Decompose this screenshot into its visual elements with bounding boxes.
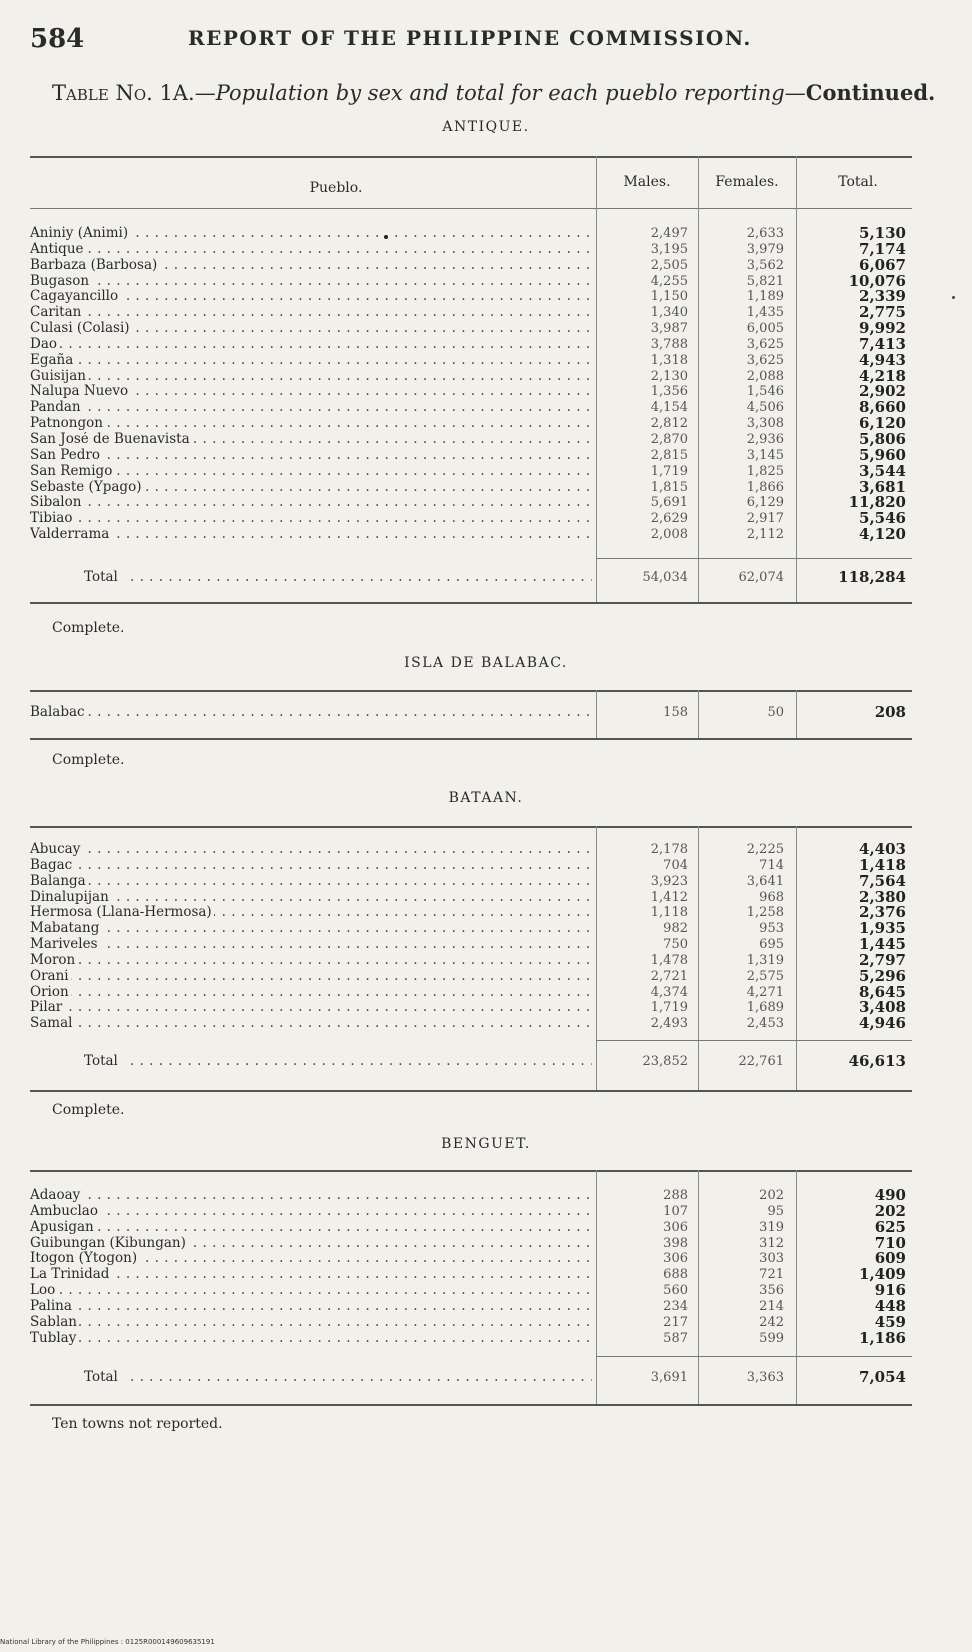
males-value: 2,178 [650, 842, 688, 857]
total-value: 6,067 [859, 255, 906, 274]
table-total-antique [30, 570, 912, 586]
ink-speck [384, 235, 388, 239]
table-row [30, 239, 912, 258]
table-row [30, 705, 912, 721]
males-value: 3,987 [650, 321, 688, 337]
section-note: Complete. [52, 1102, 125, 1118]
grand-total: 7,054 [859, 1368, 906, 1386]
total-value: 2,380 [859, 887, 906, 906]
females-value: 1,189 [746, 289, 784, 305]
total-value: 9,992 [859, 319, 906, 338]
females-value: 1,689 [746, 1000, 784, 1016]
males-value: 2,493 [650, 1016, 688, 1032]
table-row [30, 495, 912, 511]
total-value: 625 [874, 1217, 906, 1236]
females-value: 202 [759, 1188, 784, 1203]
pueblo-name: Mariveles . . . [30, 937, 592, 953]
table-row [30, 400, 912, 416]
females-value: 2,225 [746, 842, 784, 857]
total-row [30, 1054, 912, 1070]
pueblo-name: Abucay . . . [30, 842, 592, 858]
males-value: 2,130 [650, 368, 688, 384]
section-note: Complete. [52, 620, 125, 636]
males-value: 1,815 [650, 479, 688, 495]
pueblo-name: Apusigan . . . [30, 1220, 592, 1236]
table-title [52, 80, 935, 105]
table-row [30, 1251, 912, 1267]
total-value: 5,130 [859, 224, 906, 242]
table-row [30, 429, 912, 448]
table-row [30, 1312, 912, 1331]
table-row [30, 366, 912, 385]
males-value: 398 [663, 1235, 688, 1251]
total-value: 10,076 [848, 271, 906, 290]
pueblo-name: Valderrama . . . [30, 527, 592, 543]
females-value: 2,112 [746, 527, 784, 543]
females-value: 242 [759, 1314, 784, 1330]
females-value: 3,979 [746, 241, 784, 257]
table-total-bataan [30, 1054, 912, 1070]
total-value: 490 [874, 1186, 906, 1204]
total-top-rule [596, 1356, 912, 1357]
males-value: 1,150 [650, 289, 688, 305]
total-value: 11,820 [848, 493, 906, 512]
males-value: 2,721 [650, 968, 688, 984]
running-title: REPORT OF THE PHILIPPINE COMMISSION. [188, 26, 752, 50]
females-value: 303 [759, 1251, 784, 1267]
females-value: 50 [767, 705, 784, 720]
table-row [30, 921, 912, 937]
females-value: 1,319 [746, 952, 784, 968]
females-value: 312 [759, 1235, 784, 1251]
table-row [30, 271, 912, 290]
table-row [30, 905, 912, 921]
total-value: 2,376 [859, 903, 906, 922]
males-value: 107 [663, 1203, 688, 1219]
section-heading-balabac: ISLA DE BALABAC. [404, 655, 568, 671]
total-value: 448 [874, 1296, 906, 1315]
table-bottom-rule [30, 1090, 912, 1092]
males-value: 982 [663, 921, 688, 937]
pueblo-name: Antique . . . [30, 242, 592, 258]
table-row [30, 334, 912, 353]
pueblo-name: Sibalon . . . [30, 495, 592, 511]
females-value: 4,271 [746, 984, 784, 1000]
males-value: 2,812 [650, 416, 688, 432]
pueblo-name: San José de Buenavista . . . [30, 432, 592, 448]
ink-speck [952, 296, 955, 299]
table-row [30, 1201, 912, 1220]
table-row [30, 1217, 912, 1236]
table-row [30, 950, 912, 969]
pueblo-name: Egaña . . . [30, 353, 592, 369]
total-value: 4,946 [859, 1014, 906, 1033]
males-value: 704 [663, 857, 688, 873]
pueblo-name: Guisijan . . . [30, 369, 592, 385]
table-row [30, 1296, 912, 1315]
males-value: 1,356 [650, 384, 688, 400]
total-value: 710 [874, 1233, 906, 1252]
pueblo-name: Tublay . . . [30, 1331, 592, 1347]
males-value: 1,340 [650, 305, 688, 321]
pueblo-name: Sebaste (Ypago) . . . [30, 480, 592, 496]
table-row [30, 1267, 912, 1283]
pueblo-name: Orani . . . [30, 969, 592, 985]
total-value: 3,544 [859, 461, 906, 480]
pueblo-name: Hermosa (Llana-Hermosa) . . . [30, 905, 592, 921]
males-value: 306 [663, 1251, 688, 1267]
males-value: 5,691 [650, 495, 688, 511]
table-row [30, 321, 912, 337]
total-top-rule [596, 1040, 912, 1041]
males-value: 4,255 [650, 273, 688, 289]
total-value: 2,797 [859, 950, 906, 969]
males-value: 158 [663, 705, 688, 720]
table-bottom-rule [30, 602, 912, 604]
females-total: 62,074 [738, 570, 784, 585]
females-value: 695 [759, 937, 784, 953]
total-value: 208 [874, 703, 906, 721]
males-value: 1,719 [650, 1000, 688, 1016]
pueblo-name: Samal . . . [30, 1016, 592, 1032]
females-value: 2,088 [746, 368, 784, 384]
page-number: 584 [30, 24, 85, 54]
total-value: 8,645 [859, 982, 906, 1001]
males-value: 4,154 [650, 400, 688, 416]
grand-total: 118,284 [838, 568, 906, 586]
females-value: 714 [759, 857, 784, 873]
table-row [30, 1188, 912, 1204]
males-value: 3,788 [650, 336, 688, 352]
pueblo-name: Balanga . . . [30, 874, 592, 890]
pueblo-name: Cagayancillo . . . [30, 289, 592, 305]
total-value: 459 [874, 1312, 906, 1331]
table-row [30, 384, 912, 400]
females-value: 1,825 [746, 463, 784, 479]
males-value: 2,497 [650, 226, 688, 241]
pueblo-name: Barbaza (Barbosa) . . . [30, 258, 592, 274]
page-header [30, 20, 930, 60]
females-value: 2,453 [746, 1016, 784, 1032]
total-top-rule [596, 558, 912, 559]
table-bottom-rule [30, 738, 912, 740]
pueblo-name: Itogon (Ytogon) . . . [30, 1251, 592, 1267]
table-row [30, 842, 912, 858]
table-row [30, 305, 912, 321]
table-row [30, 1016, 912, 1032]
males-value: 3,195 [650, 241, 688, 257]
total-value: 7,413 [859, 334, 906, 353]
total-value: 5,296 [859, 966, 906, 985]
table-row [30, 445, 912, 464]
males-value: 2,870 [650, 431, 688, 447]
column-header-total: Total. [838, 174, 878, 190]
females-total: 3,363 [746, 1370, 784, 1385]
males-value: 2,008 [650, 527, 688, 543]
males-value: 1,118 [650, 905, 688, 921]
males-value: 217 [663, 1314, 688, 1330]
total-value: 1,418 [859, 855, 906, 874]
pueblo-name: Pandan . . . [30, 400, 592, 416]
females-value: 319 [759, 1219, 784, 1235]
pueblo-name: Balabac . . . [30, 705, 592, 721]
females-value: 2,936 [746, 431, 784, 447]
pueblo-name: Moron . . . [30, 953, 592, 969]
total-value: 3,681 [859, 477, 906, 496]
pueblo-name: San Remigo . . . [30, 464, 592, 480]
pueblo-name: Aniniy (Animi) . . . [30, 226, 592, 242]
females-value: 1,435 [746, 305, 784, 321]
table-caption: —Population by sex and total for each pueblo reporting— [194, 81, 806, 105]
total-value: 2,902 [859, 382, 906, 401]
pueblo-name: Dao . . . [30, 337, 592, 353]
total-value: 1,186 [859, 1328, 906, 1347]
table-row [30, 1283, 912, 1299]
footer-archive-note: National Library of the Philippines : 0125R000149609635191 [0, 1638, 215, 1646]
females-value: 2,633 [746, 226, 784, 241]
table-row [30, 461, 912, 480]
males-value: 1,412 [650, 889, 688, 905]
total-row [30, 570, 912, 586]
table-bottom-rule [30, 1404, 912, 1406]
pueblo-name: San Pedro . . . [30, 448, 592, 464]
females-value: 599 [759, 1330, 784, 1346]
pueblo-name: Bagac . . . [30, 858, 592, 874]
column-header-females: Females. [715, 174, 779, 190]
table-row [30, 1233, 912, 1252]
pueblo-name: Palina . . . [30, 1299, 592, 1315]
total-value: 2,775 [859, 303, 906, 322]
total-value: 7,564 [859, 871, 906, 890]
pueblo-name: Caritan . . . [30, 305, 592, 321]
pueblo-name: Sablan . . . [30, 1315, 592, 1331]
females-value: 3,562 [746, 257, 784, 273]
males-value: 288 [663, 1188, 688, 1203]
table-top-rule [30, 826, 912, 828]
table-row [30, 966, 912, 985]
total-value: 3,408 [859, 998, 906, 1017]
table-row [30, 477, 912, 496]
females-value: 6,129 [746, 495, 784, 511]
males-value: 1,478 [650, 952, 688, 968]
table-body-antique [30, 226, 912, 543]
males-total: 54,034 [642, 570, 688, 585]
females-value: 3,308 [746, 416, 784, 432]
table-row [30, 289, 912, 305]
males-value: 688 [663, 1267, 688, 1283]
total-value: 4,403 [859, 840, 906, 858]
total-value: 7,174 [859, 239, 906, 258]
table-row [30, 937, 912, 953]
section-heading-benguet: BENGUET. [441, 1136, 531, 1152]
table-top-rule [30, 690, 912, 692]
table-row [30, 527, 912, 543]
table-row [30, 416, 912, 432]
pueblo-name: Ambuclao . . . [30, 1204, 592, 1220]
males-value: 1,318 [650, 352, 688, 368]
grand-total: 46,613 [848, 1052, 906, 1070]
total-value: 916 [874, 1281, 906, 1300]
pueblo-name: Pilar . . . [30, 1000, 592, 1016]
table-row [30, 1328, 912, 1347]
pueblo-name: Tibiao . . . [30, 511, 592, 527]
pueblo-name: Guibungan (Kibungan) . . . [30, 1236, 592, 1252]
table-row [30, 255, 912, 274]
total-value: 5,806 [859, 429, 906, 448]
table-row [30, 1000, 912, 1016]
pueblo-name: Nalupa Nuevo . . . [30, 384, 592, 400]
males-value: 1,719 [650, 463, 688, 479]
pueblo-name: Patnongon . . . [30, 416, 592, 432]
total-value: 5,546 [859, 509, 906, 528]
table-label: Table No. 1A. [52, 81, 195, 105]
females-value: 4,506 [746, 400, 784, 416]
table-row [30, 982, 912, 1001]
females-value: 1,258 [746, 905, 784, 921]
females-value: 3,641 [746, 873, 784, 889]
total-value: 4,218 [859, 366, 906, 385]
total-row [30, 1370, 912, 1386]
total-value: 5,960 [859, 445, 906, 464]
total-label: Total . . . [30, 1054, 592, 1070]
males-value: 2,505 [650, 257, 688, 273]
females-value: 356 [759, 1283, 784, 1299]
males-value: 2,815 [650, 447, 688, 463]
total-value: 4,120 [859, 525, 906, 544]
pueblo-name: Adaoay . . . [30, 1188, 592, 1204]
females-value: 214 [759, 1298, 784, 1314]
column-header-pueblo: Pueblo. [309, 180, 363, 196]
females-value: 3,625 [746, 352, 784, 368]
table-row [30, 350, 912, 369]
table-row [30, 511, 912, 527]
total-value: 202 [874, 1201, 906, 1220]
total-label: Total . . . [30, 570, 592, 586]
females-value: 2,917 [746, 511, 784, 527]
females-value: 2,575 [746, 968, 784, 984]
females-value: 3,145 [746, 447, 784, 463]
females-value: 953 [759, 921, 784, 937]
table-body-balabac [30, 705, 912, 721]
total-value: 1,935 [859, 919, 906, 938]
males-total: 3,691 [650, 1370, 688, 1385]
pueblo-name: Loo . . . [30, 1283, 592, 1299]
males-value: 750 [663, 937, 688, 953]
pueblo-name: Bugason . . . [30, 274, 592, 290]
total-value: 2,339 [859, 287, 906, 306]
males-total: 23,852 [642, 1054, 688, 1069]
header-bottom-rule [30, 208, 912, 209]
table-row [30, 226, 912, 242]
table-row [30, 887, 912, 906]
section-heading-bataan: BATAAN. [448, 790, 524, 806]
table-total-benguet [30, 1370, 912, 1386]
table-body-bataan [30, 842, 912, 1032]
pueblo-name: Mabatang . . . [30, 921, 592, 937]
males-value: 560 [663, 1283, 688, 1299]
pueblo-name: La Trinidad . . . [30, 1267, 592, 1283]
pueblo-name: Culasi (Colasi) . . . [30, 321, 592, 337]
females-value: 6,005 [746, 321, 784, 337]
total-value: 4,943 [859, 350, 906, 369]
table-top-rule [30, 1170, 912, 1172]
total-value: 609 [874, 1249, 906, 1268]
males-value: 306 [663, 1219, 688, 1235]
males-value: 2,629 [650, 511, 688, 527]
pueblo-name: Dinalupijan . . . [30, 890, 592, 906]
pueblo-name: Orion . . . [30, 985, 592, 1001]
table-row [30, 871, 912, 890]
females-value: 5,821 [746, 273, 784, 289]
females-value: 721 [759, 1267, 784, 1283]
total-value: 1,445 [859, 935, 906, 954]
table-row [30, 855, 912, 874]
females-value: 95 [767, 1203, 784, 1219]
females-value: 968 [759, 889, 784, 905]
table-top-rule [30, 156, 912, 158]
total-value: 1,409 [859, 1265, 906, 1284]
table-body-benguet [30, 1188, 912, 1346]
females-value: 1,546 [746, 384, 784, 400]
females-total: 22,761 [738, 1054, 784, 1069]
total-value: 6,120 [859, 414, 906, 433]
total-label: Total . . . [30, 1370, 592, 1386]
females-value: 3,625 [746, 336, 784, 352]
section-heading-antique: ANTIQUE. [442, 119, 530, 135]
males-value: 234 [663, 1298, 688, 1314]
females-value: 1,866 [746, 479, 784, 495]
section-note: Ten towns not reported. [52, 1416, 223, 1432]
males-value: 587 [663, 1330, 688, 1346]
total-value: 8,660 [859, 398, 906, 417]
column-header-males: Males. [623, 174, 671, 190]
table-continued: Continued. [805, 80, 936, 105]
males-value: 3,923 [650, 873, 688, 889]
section-note: Complete. [52, 752, 125, 768]
males-value: 4,374 [650, 984, 688, 1000]
